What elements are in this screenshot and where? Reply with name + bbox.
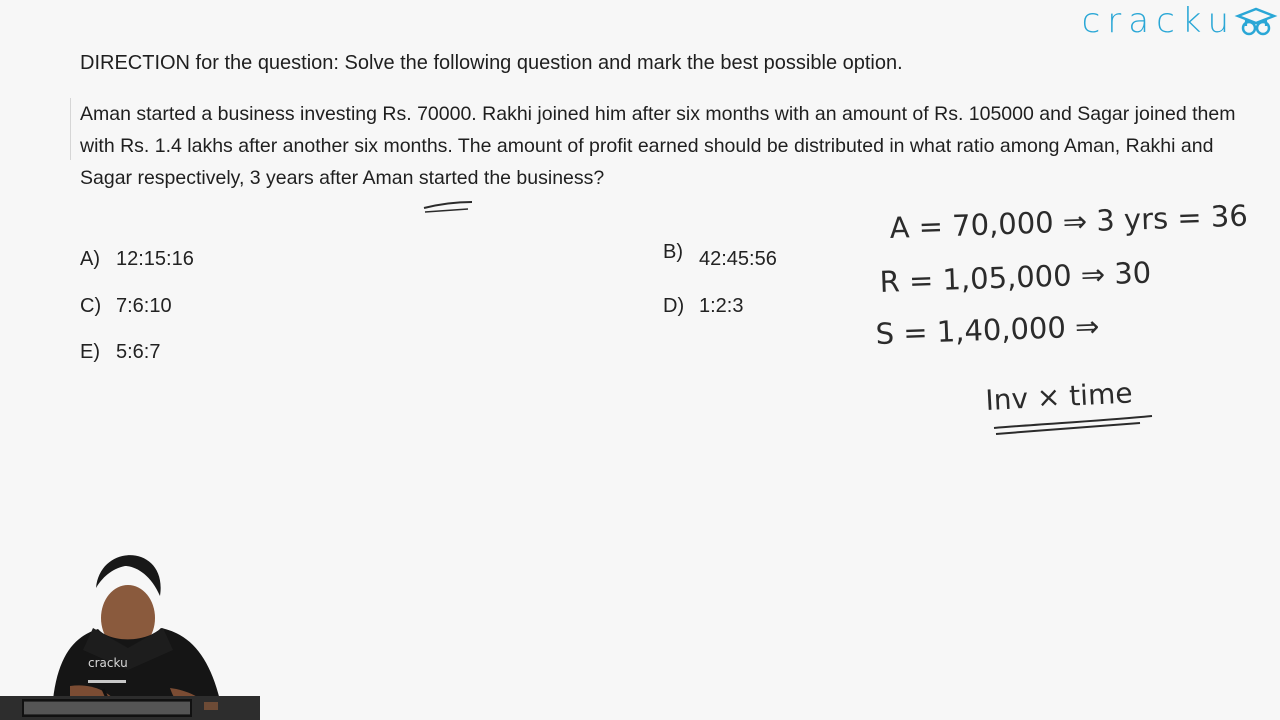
underline-mark-2 [425,209,468,212]
option-value: 42:45:56 [699,248,777,270]
option-letter: A) [80,248,100,270]
option-d[interactable] [663,295,743,318]
options-list [80,241,840,375]
presenter-image [0,530,260,720]
option-a[interactable] [80,248,194,271]
graduation-cap-icon [1234,6,1278,36]
question-divider [70,98,71,160]
note-underline [994,416,1152,428]
option-value: 1:2:3 [699,295,744,317]
direction-text: DIRECTION for the question: Solve the following question and mark the best possible option. [80,52,903,74]
logo-text: cracku [1081,1,1236,41]
option-b[interactable] [663,241,777,270]
note-line-rakhi: R = 1,05,000 ⇒ 30 [879,255,1152,299]
option-letter: C) [80,295,102,317]
cracku-logo [1060,0,1280,42]
presenter-video [0,530,260,720]
option-e[interactable] [80,341,160,364]
option-c[interactable] [80,295,172,318]
question-block [70,98,1250,194]
option-letter: B) [663,241,683,263]
option-letter: D) [663,295,685,317]
option-value: 7:6:10 [116,295,172,317]
note-underline-2 [996,423,1140,434]
underline-mark [424,202,472,208]
note-line-aman: A = 70,000 ⇒ 3 yrs = 36 [889,198,1249,245]
note-inv-time: Inv × time [984,376,1134,417]
option-letter: E) [80,341,100,363]
question-text: Aman started a business investing Rs. 70000. Rakhi joined him after six months with an amount of Rs. 105000 and Sagar joined them with Rs. 1.4 lakhs after another six months. The amount of profit earned should be distributed in what ratio among Aman, Rakhi and Sagar respectively, 3 years after Aman started the business? [80,103,1236,189]
option-value: 5:6:7 [116,341,161,363]
note-line-sagar: S = 1,40,000 ⇒ [875,309,1100,351]
option-value: 12:15:16 [116,248,194,270]
shirt-logo-text: cracku [88,656,128,670]
